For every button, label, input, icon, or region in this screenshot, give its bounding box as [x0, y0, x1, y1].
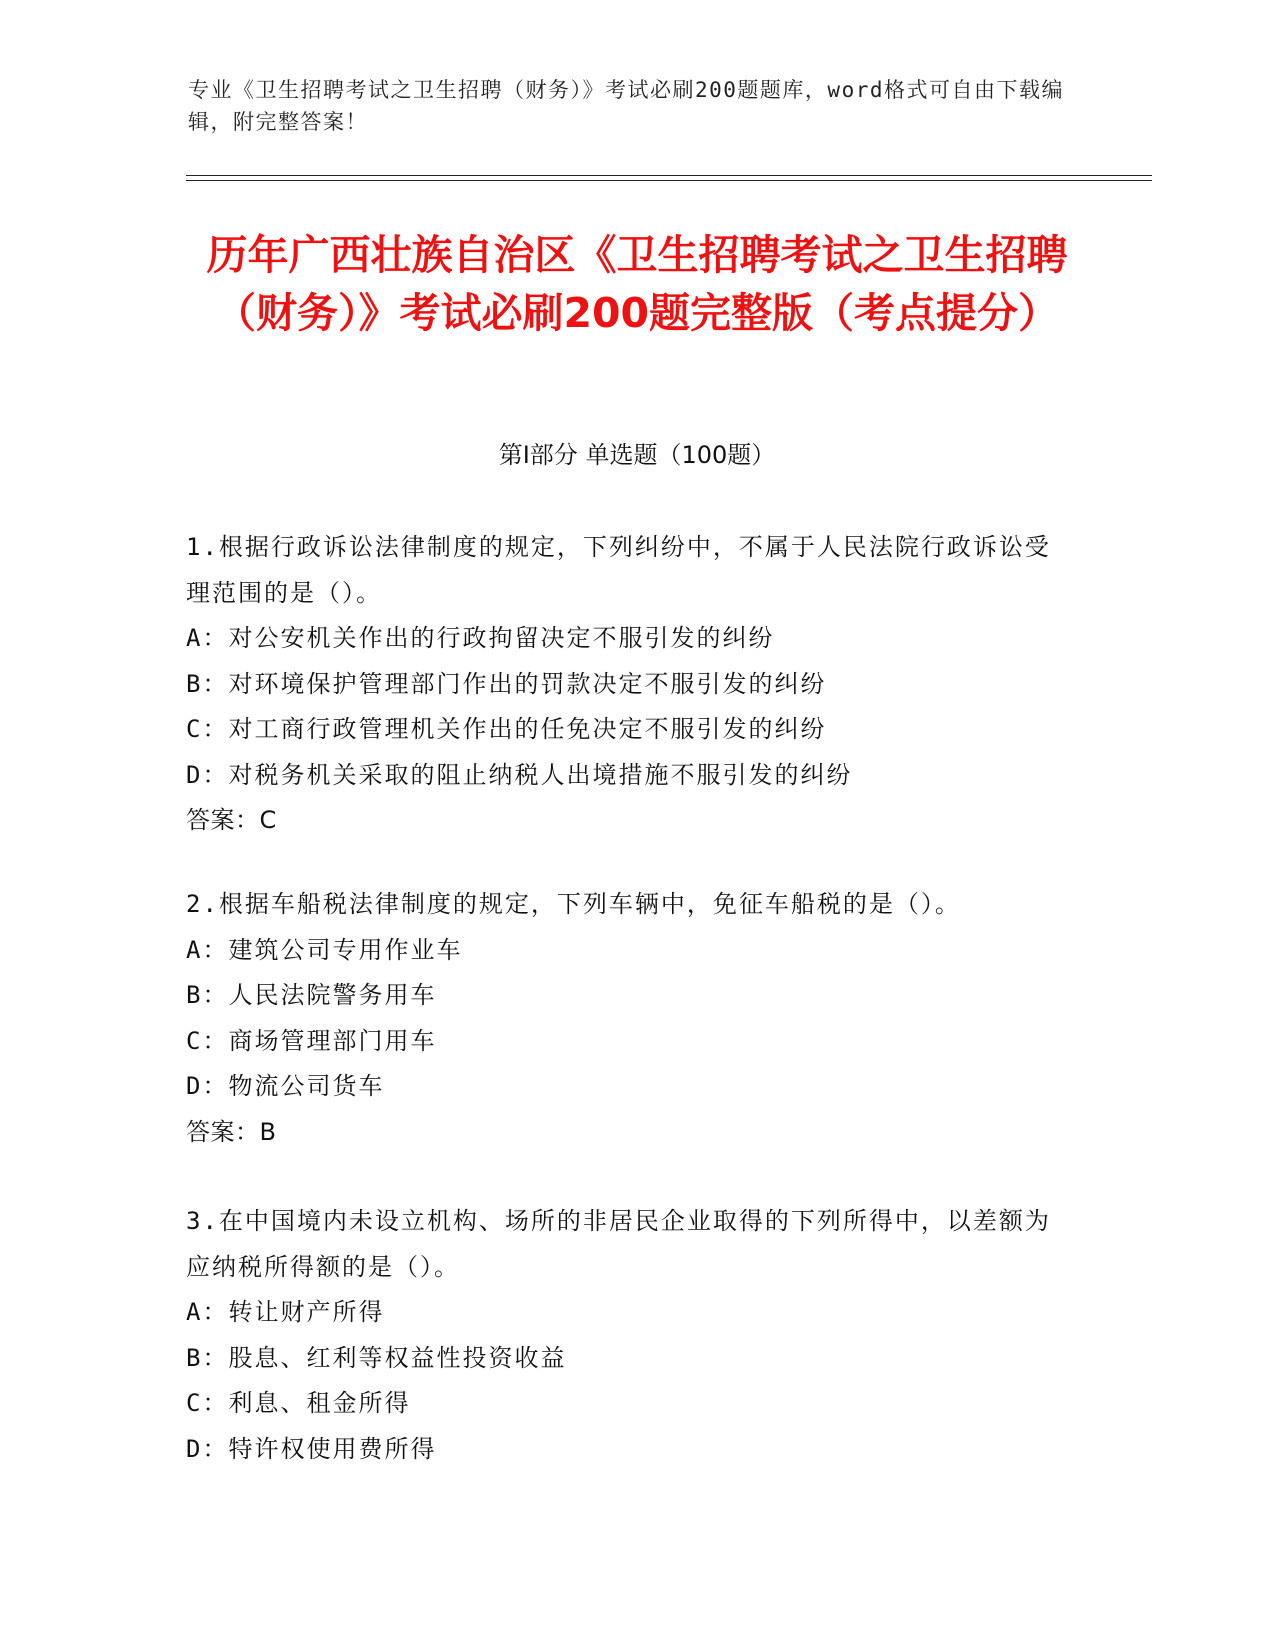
question-3 [186, 1199, 1066, 1472]
header-divider-bottom [186, 180, 1152, 181]
option-a: A：转让财产所得 [186, 1298, 385, 1326]
option-b: B：人民法院警务用车 [186, 981, 437, 1009]
answer: 答案：C [186, 806, 277, 834]
option-d: D：物流公司货车 [186, 1072, 385, 1100]
section-title: 第Ⅰ部分 单选题（100题） [498, 441, 776, 469]
header-divider-top [186, 175, 1152, 176]
question-2 [186, 882, 1066, 1155]
option-b: B：对环境保护管理部门作出的罚款决定不服引发的纠纷 [186, 669, 827, 698]
option-c: C：利息、租金所得 [186, 1389, 411, 1417]
option-a: A：建筑公司专用作业车 [186, 935, 463, 964]
question-stem: 1.根据行政诉讼法律制度的规定，下列纠纷中，不属于人民法院行政诉讼受理范围的是（）。 [186, 533, 1051, 607]
question-stem: 2.根据车船税法律制度的规定，下列车辆中，免征车船税的是（）。 [186, 890, 961, 918]
question-stem: 3.在中国境内未设立机构、场所的非居民企业取得的下列所得中，以差额为应纳税所得额的是（）。 [186, 1207, 1051, 1281]
option-a: A：对公安机关作出的行政拘留决定不服引发的纠纷 [186, 624, 775, 652]
header-note: 专业《卫生招聘考试之卫生招聘（财务）》考试必刷200题题库，word格式可自由下载编辑，附完整答案！ [188, 78, 1064, 134]
document-title: 历年广西壮族自治区《卫生招聘考试之卫生招聘（财务）》考试必刷200题完整版（考点提分） [206, 231, 1068, 337]
question-1 [186, 525, 1066, 844]
option-d: D：对税务机关采取的阻止纳税人出境措施不服引发的纠纷 [186, 760, 853, 789]
option-d: D：特许权使用费所得 [186, 1434, 437, 1463]
answer: 答案：B [186, 1117, 277, 1146]
option-b: B：股息、红利等权益性投资收益 [186, 1343, 567, 1372]
option-c: C：对工商行政管理机关作出的任免决定不服引发的纠纷 [186, 715, 827, 743]
option-c: C：商场管理部门用车 [186, 1026, 437, 1055]
